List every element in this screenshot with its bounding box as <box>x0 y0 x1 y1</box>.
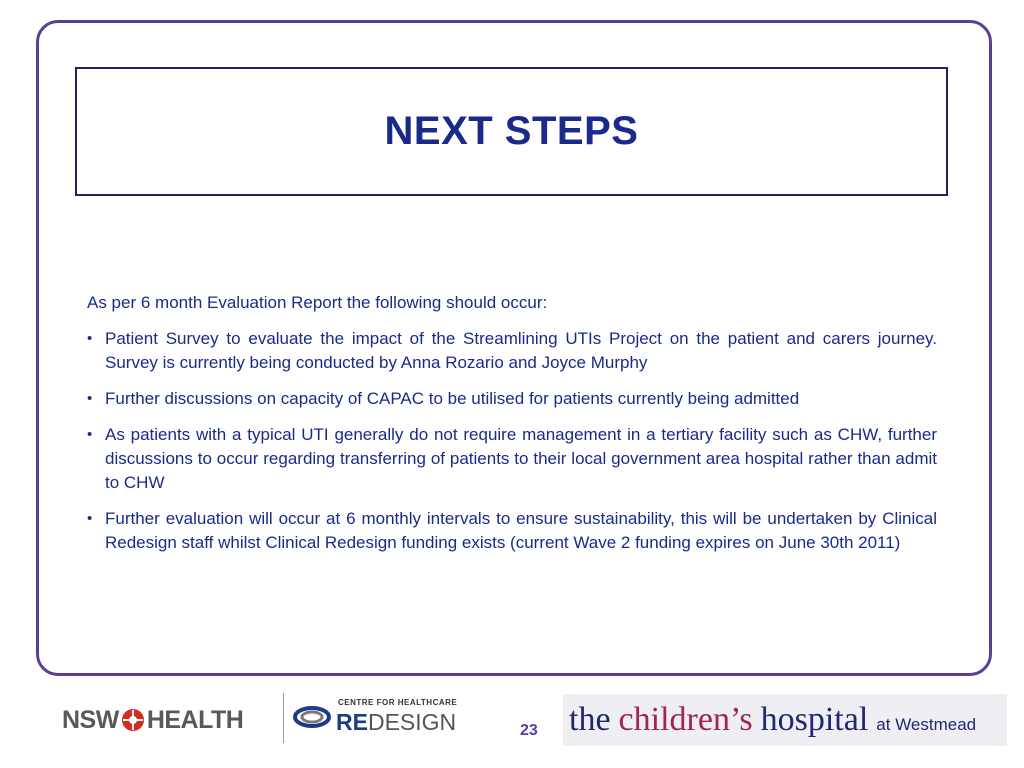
chw-hospital: hospital <box>760 701 869 738</box>
slide-content <box>87 291 937 567</box>
nsw-text: NSW <box>62 705 119 734</box>
redesign-wordmark <box>336 709 456 736</box>
intro-text: As per 6 month Evaluation Report the following should occur: <box>87 293 548 312</box>
redesign-re: RE <box>336 709 368 735</box>
bullet-item: • Patient Survey to evaluate the impact of the Streamlining UTIs Project on the patient and carers journey. Survey is currently being conducted by Anna Rozario and Joyce Murphy <box>87 327 937 375</box>
page-number: 23 <box>520 722 538 739</box>
chw-childrens: children’s <box>618 701 753 738</box>
bullet-list <box>87 327 937 555</box>
title-box <box>75 67 948 196</box>
footer-divider <box>283 693 284 743</box>
chw-the: the <box>569 701 611 738</box>
childrens-hospital-logo <box>563 694 1007 746</box>
nsw-health-logo <box>62 705 243 735</box>
bullet-item: • As patients with a typical UTI generally do not require management in a tertiary facility such as CHW, further discussions to occur regarding transferring of patients to their local government area hospital rather than admit to CHW <box>87 423 937 495</box>
redesign-tagline: CENTRE FOR HEALTHCARE <box>338 698 458 707</box>
health-text: HEALTH <box>146 705 244 734</box>
redesign-design: DESIGN <box>367 709 457 735</box>
redesign-swoosh-icon <box>292 701 332 738</box>
redesign-logo <box>290 697 460 741</box>
bullet-item: • Further evaluation will occur at 6 monthly intervals to ensure sustainability, this will be undertaken by Clinical Redesign staff whilst Clinical Redesign funding exists (current Wave 2 funding expires on June 30th 2011) <box>87 507 937 555</box>
slide-title: NEXT STEPS <box>384 109 639 153</box>
chw-at-westmead: at Westmead <box>876 715 977 734</box>
waratah-icon <box>121 708 145 732</box>
bullet-item: • Further discussions on capacity of CAPAC to be utilised for patients currently being admitted <box>87 387 937 411</box>
